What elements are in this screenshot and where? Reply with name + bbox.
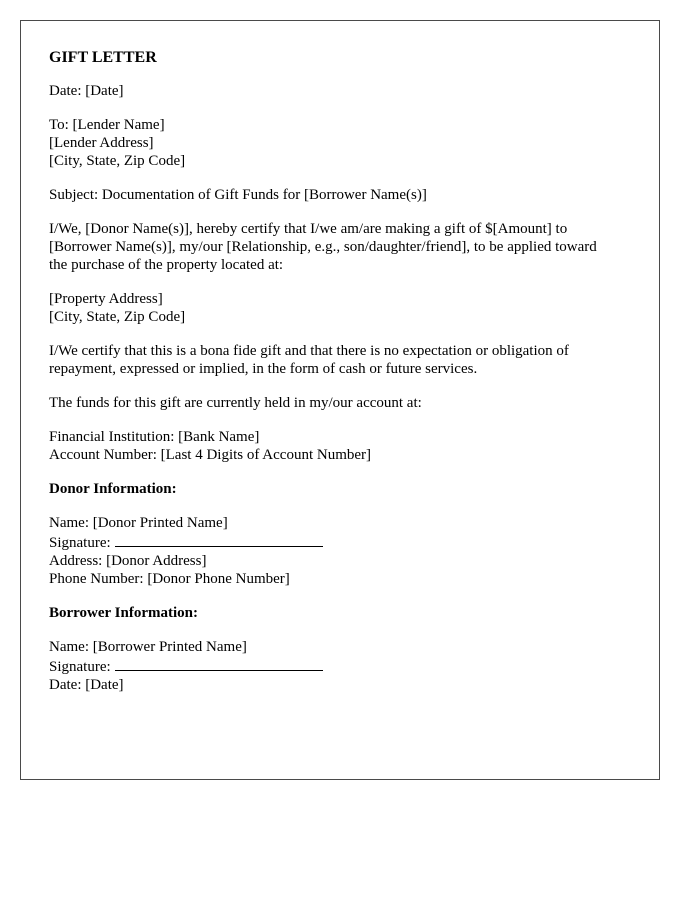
recipient-city-state-zip: [City, State, Zip Code] bbox=[49, 153, 186, 169]
donor-signature-line[interactable] bbox=[115, 532, 323, 547]
donor-heading: Donor Information: bbox=[49, 481, 177, 497]
recipient-address: [Lender Address] bbox=[49, 135, 154, 151]
subject-line: Subject: Documentation of Gift Funds for [Borrower Name(s)] bbox=[49, 187, 427, 203]
recipient-name: To: [Lender Name] bbox=[49, 117, 165, 133]
date-line: Date: [Date] bbox=[49, 83, 124, 99]
donor-signature-label: Signature: bbox=[49, 535, 111, 551]
borrower-signature-label: Signature: bbox=[49, 659, 111, 675]
property-block bbox=[49, 290, 609, 326]
property-address: [Property Address] bbox=[49, 291, 163, 307]
recipient-block bbox=[49, 116, 609, 170]
borrower-signature-row bbox=[49, 656, 609, 676]
borrower-heading: Borrower Information: bbox=[49, 605, 199, 621]
donor-name: Name: [Donor Printed Name] bbox=[49, 515, 228, 531]
property-city-state-zip: [City, State, Zip Code] bbox=[49, 309, 186, 325]
donor-block bbox=[49, 514, 609, 588]
funds-intro: The funds for this gift are currently held in my/our account at: bbox=[49, 395, 422, 411]
bona-fide-paragraph: I/We certify that this is a bona fide gift and that there is no expectation or obligation of repayment, expressed or implied, in the form of cash or future services. bbox=[49, 343, 569, 377]
letter-content bbox=[49, 48, 609, 710]
donor-signature-row bbox=[49, 532, 609, 552]
account-block bbox=[49, 428, 609, 464]
donor-address: Address: [Donor Address] bbox=[49, 553, 207, 569]
borrower-block bbox=[49, 638, 609, 694]
account-number: Account Number: [Last 4 Digits of Account Number] bbox=[49, 447, 372, 463]
borrower-date: Date: [Date] bbox=[49, 677, 124, 693]
certification-paragraph: I/We, [Donor Name(s)], hereby certify that I/we am/are making a gift of $[Amount] to [Borrower Name(s)], my/our [Relationship, e.g., son/daughter/friend], to be applied toward the purchase of the property located at: bbox=[49, 221, 597, 273]
financial-institution: Financial Institution: [Bank Name] bbox=[49, 429, 260, 445]
letter-title: GIFT LETTER bbox=[49, 49, 157, 66]
letter-page bbox=[20, 20, 660, 780]
borrower-name: Name: [Borrower Printed Name] bbox=[49, 639, 247, 655]
donor-phone: Phone Number: [Donor Phone Number] bbox=[49, 571, 290, 587]
borrower-signature-line[interactable] bbox=[115, 656, 323, 671]
